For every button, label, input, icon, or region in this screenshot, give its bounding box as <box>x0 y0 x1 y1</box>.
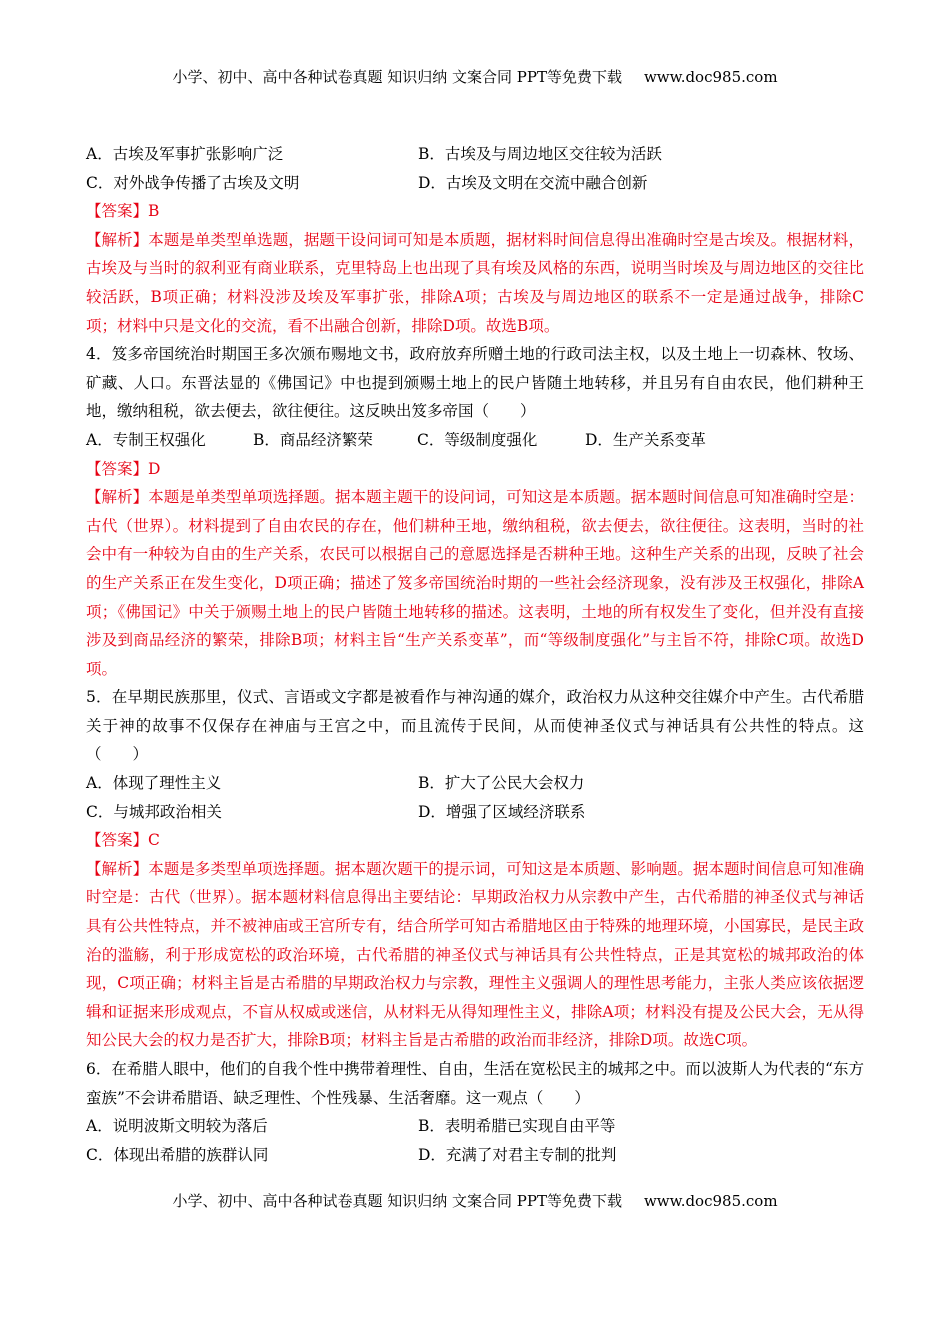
q5-options-row2 <box>86 798 864 827</box>
q3-option-c: C．对外战争传播了古埃及文明 <box>86 173 300 192</box>
q6-option-b: B．表明希腊已实现自由平等 <box>418 1117 616 1136</box>
q3-option-d: D．古埃及文明在交流中融合创新 <box>418 173 648 192</box>
q4-option-c: C．等级制度强化 <box>417 430 538 449</box>
q4-option-a: A．专制王权强化 <box>86 430 206 449</box>
q5-answer: 【答案】C <box>86 831 160 850</box>
q4-stem: 4．笈多帝国统治时期国王多次颁布赐地文书，政府放弃所赠土地的行政司法主权，以及土地上一切森林、牧场、矿藏、人口。东晋法显的《佛国记》中也提到颁赐土地上的民户皆随土地转移，并且另有自由农民，他们耕种王地，缴纳租税，欲去便去，欲往便往。这反映出笈多帝国（ ） <box>86 345 864 421</box>
q3-options-row2 <box>86 169 864 198</box>
footer-site[interactable]: www.doc985.com <box>643 1192 778 1210</box>
q5-analysis: 【解析】本题是多类型单项选择题。据本题次题干的提示词，可知这是本质题、影响题。据本题时间信息可知准确时空是：古代（世界）。据本题材料信息得出主要结论：早期政治权力从宗教中产生，古代希腊的神圣仪式与神话具有公共性特点，并不被神庙或王宫所专有，结合所学可知古希腊地区由于特殊的地理环境，小国寡民，是民主政治的滥觞，利于形成宽松的政治环境，古代希腊的神圣仪式与神话具有公共性特点，正是其宽松的城邦政治的体现，C项正确；材料主旨是古希腊的早期政治权力与宗教，理性主义强调人的理性思考能力，主张人类应该依据逻辑和证据来形成观点，不盲从权威或迷信，从材料无从得知理性主义，排除A项；材料没有提及公民大会，无从得知公民大会的权力是否扩大，排除B项；材料主旨是古希腊的政治而非经济，排除D项。故选C项。 <box>86 859 864 1050</box>
q5-option-b: B．扩大了公民大会权力 <box>418 774 585 793</box>
q5-option-d: D．增强了区域经济联系 <box>418 802 586 821</box>
q3-answer: 【答案】B <box>86 202 160 221</box>
q3-options-row1 <box>86 140 864 169</box>
q5-stem: 5．在早期民族那里，仪式、言语或文字都是被看作与神沟通的媒介，政治权力从这种交往媒介中产生。古代希腊关于神的故事不仅保存在神庙与王宫之中，而且流传于民间，从而使神圣仪式与神话具有公共性的特点。这（ ） <box>86 688 864 764</box>
q4-option-d: D．生产关系变革 <box>585 430 706 449</box>
q6-stem: 6．在希腊人眼中，他们的自我个性中携带着理性、自由，生活在宽松民主的城邦之中。而以波斯人为代表的“东方蛮族”不会讲希腊语、缺乏理性、个性残暴、生活奢靡。这一观点（ ） <box>86 1060 864 1107</box>
question-content <box>86 140 864 1169</box>
q5-option-c: C．与城邦政治相关 <box>86 802 222 821</box>
q5-option-a: A．体现了理性主义 <box>86 774 222 793</box>
q6-options-row1 <box>86 1112 864 1141</box>
q4-answer: 【答案】D <box>86 459 161 478</box>
q6-option-c: C．体现出希腊的族群认同 <box>86 1145 269 1164</box>
page-header <box>0 66 950 87</box>
q6-options-row2 <box>86 1141 864 1170</box>
q6-option-d: D．充满了对君主专制的批判 <box>418 1145 617 1164</box>
header-site[interactable]: www.doc985.com <box>643 68 778 86</box>
footer-text: 小学、初中、高中各种试卷真题 知识归纳 文案合同 PPT等免费下载 <box>172 1192 622 1210</box>
q3-analysis: 【解析】本题是单类型单选题，据题干设问词可知是本质题，据材料时间信息得出准确时空是古埃及。根据材料，古埃及与当时的叙利亚有商业联系，克里特岛上也出现了具有埃及风格的东西，说明当时埃及与周边地区的交往比较活跃，B项正确；材料没涉及埃及军事扩张，排除A项；古埃及与周边地区的联系不一定是通过战争，排除C项；材料中只是文化的交流，看不出融合创新，排除D项。故选B项。 <box>86 230 864 335</box>
header-text: 小学、初中、高中各种试卷真题 知识归纳 文案合同 PPT等免费下载 <box>172 68 622 86</box>
q3-option-b: B．古埃及与周边地区交往较为活跃 <box>418 145 662 163</box>
q4-analysis: 【解析】本题是单类型单项选择题。据本题主题干的设问词，可知这是本质题。据本题时间信息可知准确时空是：古代（世界）。材料提到了自由农民的存在，他们耕种王地，缴纳租税，欲去便去，欲往便往。这表明，当时的社会中有一种较为自由的生产关系，农民可以根据自己的意愿选择是否耕种王地。这种生产关系的出现，反映了社会的生产关系正在发生变化，D项正确；描述了笈多帝国统治时期的一些社会经济现象，没有涉及王权强化，排除A项；《佛国记》中关于颁赐土地上的民户皆随土地转移的描述。这表明，土地的所有权发生了变化，但并没有直接涉及到商品经济的繁荣，排除B项；材料主旨“生产关系变革”，而“等级制度强化”与主旨不符，排除C项。故选D项。 <box>86 488 864 678</box>
page-footer <box>0 1190 950 1211</box>
q4-options <box>86 426 864 455</box>
q3-option-a: A．古埃及军事扩张影响广泛 <box>86 145 284 163</box>
q4-option-b: B．商品经济繁荣 <box>253 430 373 449</box>
q6-option-a: A．说明波斯文明较为落后 <box>86 1117 268 1136</box>
q5-options-row1 <box>86 769 864 798</box>
